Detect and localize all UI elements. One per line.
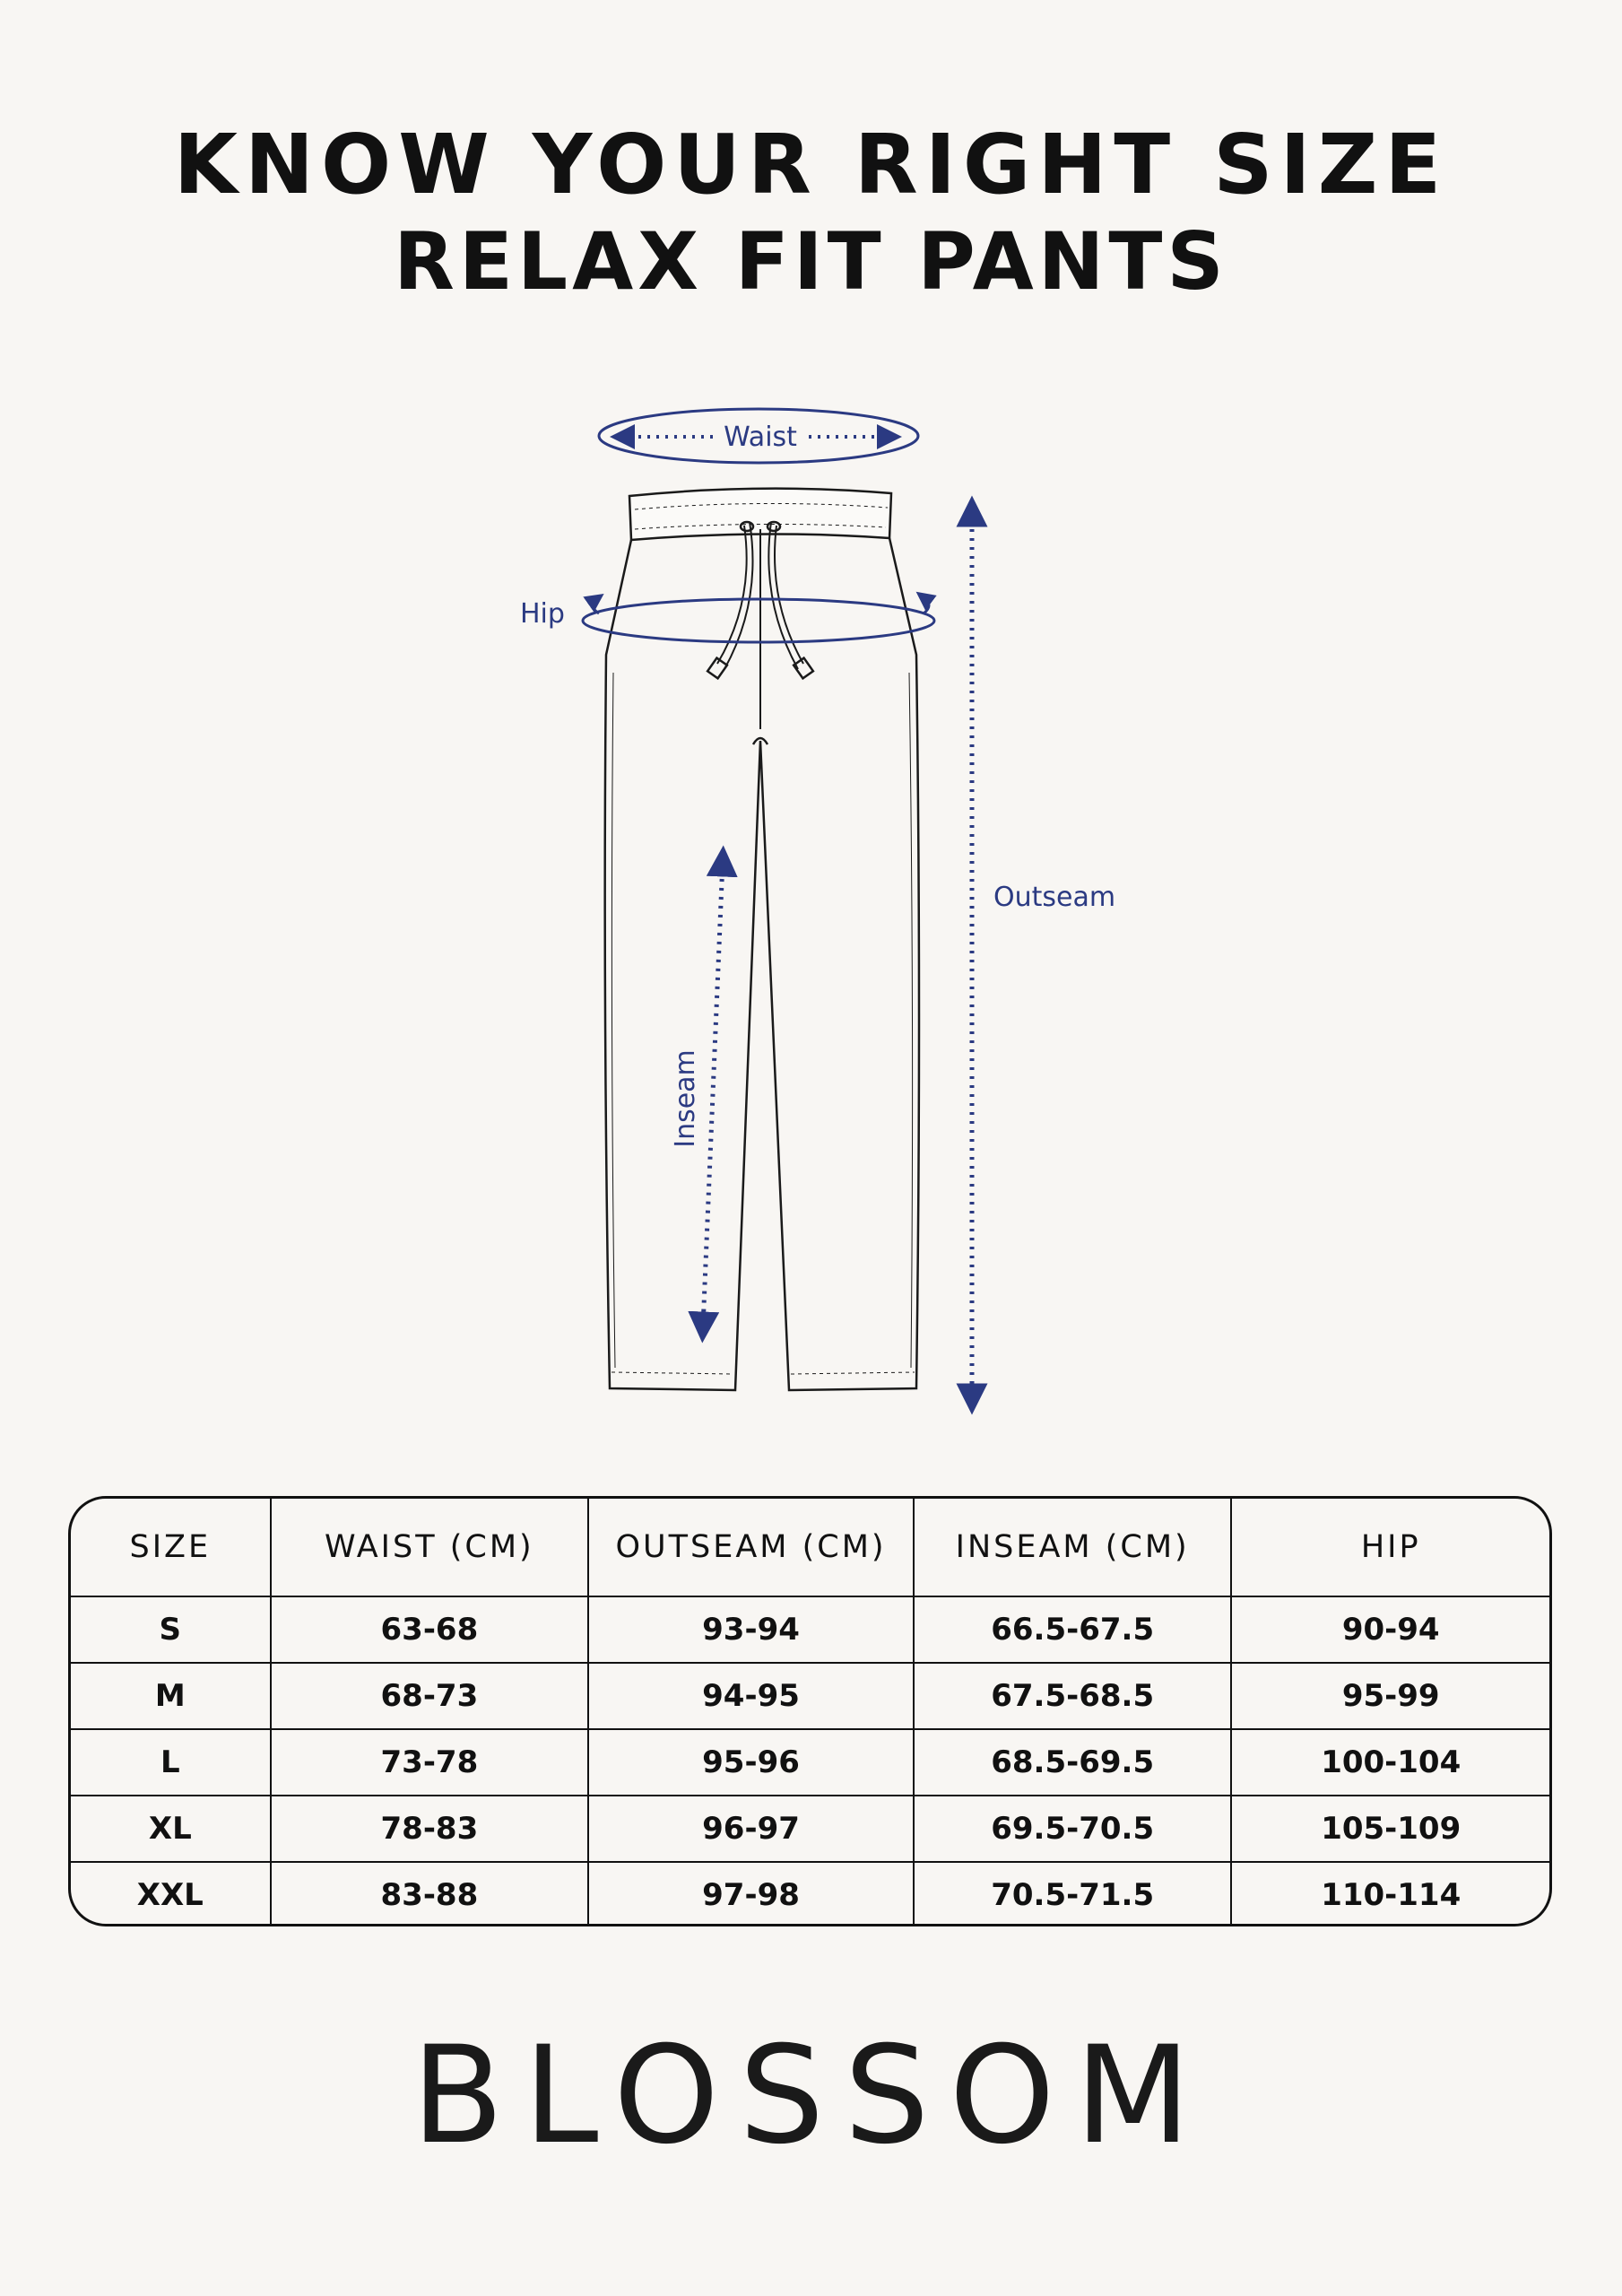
header-size: SIZE: [71, 1499, 271, 1596]
cell-inseam: 67.5-68.5: [914, 1663, 1232, 1729]
page-subtitle: RELAX FIT PANTS: [394, 215, 1228, 308]
cell-hip: 105-109: [1231, 1796, 1549, 1862]
cell-size: XL: [71, 1796, 271, 1862]
cell-inseam: 70.5-71.5: [914, 1862, 1232, 1926]
cell-outseam: 97-98: [588, 1862, 914, 1926]
cell-waist: 83-88: [271, 1862, 589, 1926]
brand-logo: BLOSSOM: [411, 2018, 1211, 2174]
page-title: KNOW YOUR RIGHT SIZE: [173, 117, 1449, 213]
header-hip: HIP: [1231, 1499, 1549, 1596]
inseam-measure: [670, 861, 723, 1327]
waist-label: Waist: [724, 422, 797, 453]
cell-waist: 68-73: [271, 1663, 589, 1729]
cell-inseam: 66.5-67.5: [914, 1596, 1232, 1663]
hip-measure: [520, 597, 934, 642]
outseam-label: Outseam: [993, 882, 1116, 913]
header-inseam: INSEAM (CM): [914, 1499, 1232, 1596]
cell-hip: 95-99: [1231, 1663, 1549, 1729]
pants-outline-icon: [605, 489, 919, 1390]
table-row: [71, 1862, 1549, 1926]
table-row: [71, 1796, 1549, 1862]
cell-inseam: 68.5-69.5: [914, 1729, 1232, 1796]
size-table-container: [68, 1496, 1552, 1926]
cell-size: M: [71, 1663, 271, 1729]
pants-measurement-diagram: [0, 386, 1622, 1417]
table-row: [71, 1663, 1549, 1729]
cell-outseam: 93-94: [588, 1596, 914, 1663]
table-header-row: [71, 1499, 1549, 1596]
cell-waist: 73-78: [271, 1729, 589, 1796]
cell-outseam: 94-95: [588, 1663, 914, 1729]
size-table: [71, 1499, 1549, 1926]
inseam-label: Inseam: [670, 1049, 701, 1148]
cell-outseam: 95-96: [588, 1729, 914, 1796]
header-outseam: OUTSEAM (CM): [588, 1499, 914, 1596]
outseam-measure: [972, 511, 1115, 1399]
cell-waist: 63-68: [271, 1596, 589, 1663]
cell-hip: 90-94: [1231, 1596, 1549, 1663]
cell-size: S: [71, 1596, 271, 1663]
table-row: [71, 1596, 1549, 1663]
cell-inseam: 69.5-70.5: [914, 1796, 1232, 1862]
cell-hip: 110-114: [1231, 1862, 1549, 1926]
hip-label: Hip: [520, 598, 565, 630]
cell-hip: 100-104: [1231, 1729, 1549, 1796]
cell-outseam: 96-97: [588, 1796, 914, 1862]
header-waist: WAIST (CM): [271, 1499, 589, 1596]
cell-size: XXL: [71, 1862, 271, 1926]
cell-size: L: [71, 1729, 271, 1796]
table-row: [71, 1729, 1549, 1796]
cell-waist: 78-83: [271, 1796, 589, 1862]
waist-measure: [599, 409, 918, 463]
